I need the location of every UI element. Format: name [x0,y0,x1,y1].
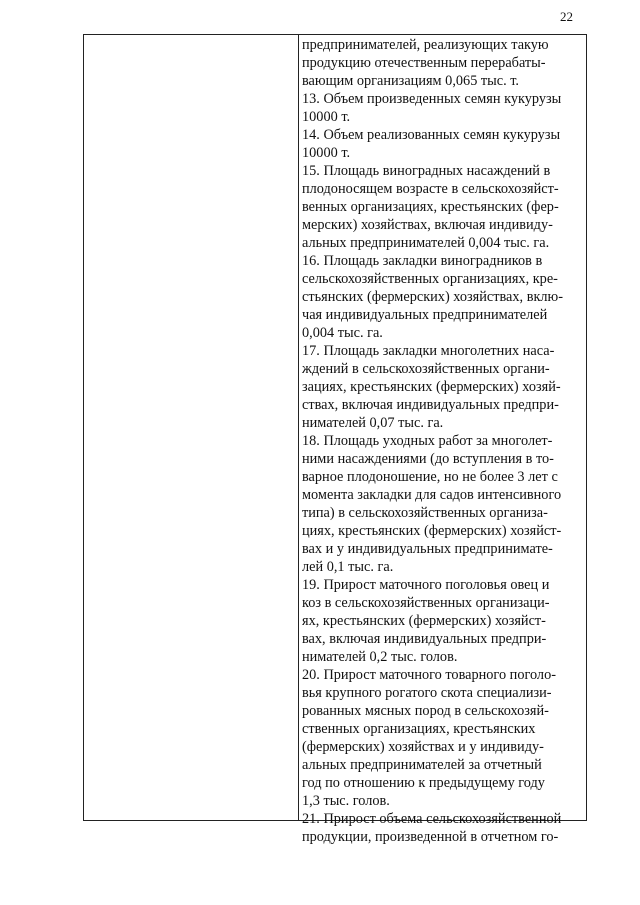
text-line: 21. Прирост объема сельскохозяйственной [302,811,562,827]
text-line: рованных мясных пород в сельскохозяй- [302,703,549,719]
text-line: нимателей 0,07 тыс. га. [302,415,444,431]
text-line: 14. Объем реализованных семян кукурузы [302,127,561,143]
text-line: 10000 т. [302,109,351,125]
text-line: момента закладки для садов интенсивного [302,487,562,503]
text-line: вах и у индивидуальных предпринимате- [302,541,553,557]
text-line: 19. Прирост маточного поголовья овец и [302,577,550,593]
text-line: (фермерских) хозяйствах и у индивиду- [302,739,544,755]
text-line: циях, крестьянских (фермерских) хозяйст- [302,523,562,539]
text-line: нимателей 0,2 тыс. голов. [302,649,458,665]
text-line: год по отношению к предыдущему году [302,775,545,791]
text-line: вающим организациям 0,065 тыс. т. [302,73,520,89]
text-line: 16. Площадь закладки виноградников в [302,253,543,269]
text-line: чая индивидуальных предпринимателей [302,307,548,323]
text-line: лей 0,1 тыс. га. [302,559,394,575]
text-line: вья крупного рогатого скота специализи- [302,685,552,701]
text-line: стьянских (фермерских) хозяйствах, вклю- [302,289,563,305]
text-line: продукции, произведенной в отчетном го- [302,829,559,845]
text-line: 20. Прирост маточного товарного поголо- [302,667,556,683]
text-line: 0,004 тыс. га. [302,325,383,341]
text-line: типа) в сельскохозяйственных организа- [302,505,548,521]
text-line: 15. Площадь виноградных насаждений в [302,163,551,179]
text-line: варное плодоношение, но не более 3 лет с [302,469,558,485]
table-left-cell [84,35,299,820]
text-line: коз в сельскохозяйственных организаци- [302,595,550,611]
text-line: предпринимателей, реализующих такую [302,37,549,53]
text-line: 13. Объем произведенных семян кукурузы [302,91,562,107]
text-line: ждений в сельскохозяйственных органи- [302,361,550,377]
text-line: продукцию отечественным перерабаты- [302,55,546,71]
text-line: венных организациях, крестьянских (фер- [302,199,559,215]
text-line: ственных организациях, крестьянских [302,721,536,737]
text-line: вах, включая индивидуальных предпри- [302,631,547,647]
text-line: плодоносящем возрасте в сельскохозяйст- [302,181,559,197]
table-right-cell [299,35,586,845]
text-line: мерских) хозяйствах, включая индивиду- [302,217,553,233]
text-line: 1,3 тыс. голов. [302,793,390,809]
text-line: зациях, крестьянских (фермерских) хозяй- [302,379,561,395]
text-line: альных предпринимателей 0,004 тыс. га. [302,235,550,251]
page-number: 22 [560,9,573,24]
document-table [83,34,587,845]
text-line: 18. Площадь уходных работ за многолет- [302,433,553,449]
text-line: ствах, включая индивидуальных предпри- [302,397,559,413]
text-line: ними насаждениями (до вступления в то- [302,451,554,467]
text-line: сельскохозяйственных организациях, кре- [302,271,558,287]
text-line: альных предпринимателей за отчетный [302,757,542,773]
text-line: 17. Площадь закладки многолетних наса- [302,343,555,359]
text-line: ях, крестьянских (фермерских) хозяйст- [302,613,546,629]
text-line: 10000 т. [302,145,351,161]
